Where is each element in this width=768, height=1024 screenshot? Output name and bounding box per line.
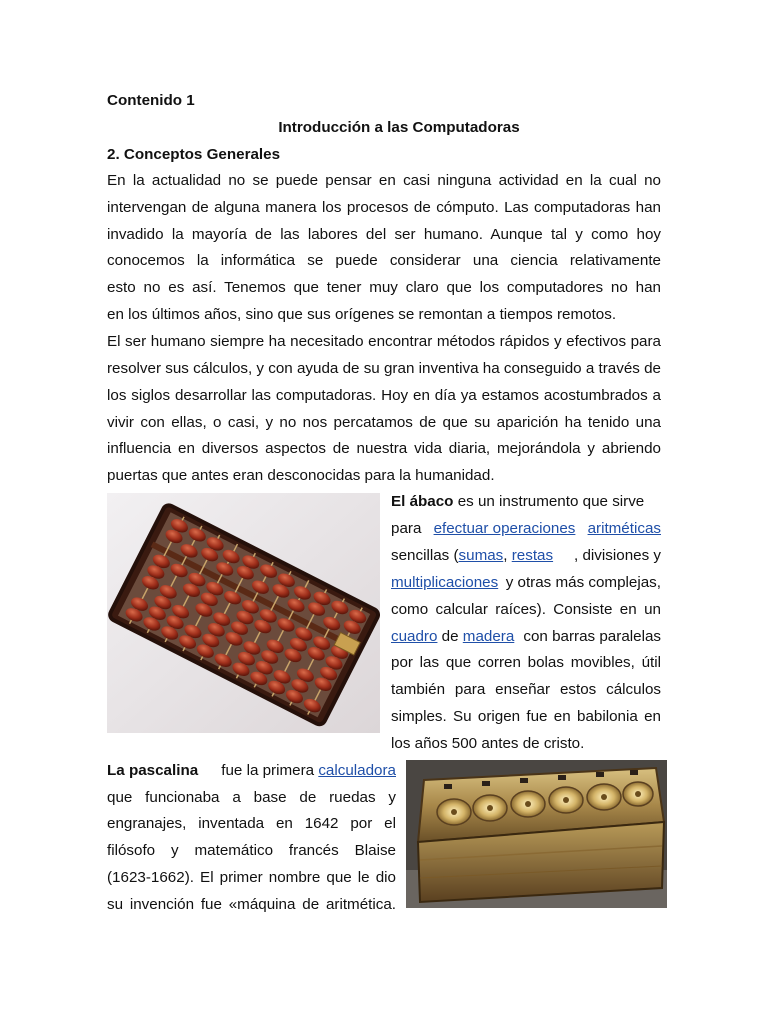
abacus-text: para bbox=[391, 520, 422, 537]
link-sumas[interactable]: sumas bbox=[458, 547, 504, 564]
pascaline-line: filósofo y matemático francés Blaise bbox=[107, 842, 396, 859]
paragraph-line: influencia en diversos aspectos de nuestra vida diaria, mejorándola y abriendo bbox=[107, 440, 661, 457]
abacus-text: con barras paralelas bbox=[523, 628, 661, 645]
pascaline-illustration bbox=[406, 760, 667, 908]
link-multiplicaciones[interactable]: multiplicaciones bbox=[391, 574, 499, 591]
abacus-illustration bbox=[107, 493, 380, 733]
abacus-line bbox=[391, 493, 661, 511]
abacus-line bbox=[391, 574, 661, 592]
abacus-text: , divisiones y bbox=[574, 547, 661, 564]
pascaline-line: (1623-1662). El primer nombre que le dio bbox=[107, 869, 396, 886]
link-restas[interactable]: restas bbox=[511, 547, 554, 564]
page-title: Introducción a las Computadoras bbox=[278, 119, 520, 136]
abacus-term: El ábaco bbox=[391, 493, 454, 510]
paragraph-line: resolver sus cálculos, y con ayuda de su gran inventiva ha conseguido a través de bbox=[107, 360, 661, 377]
abacus-text: sencillas ( bbox=[391, 547, 459, 564]
paragraph-line: conocemos la informática se puede considerar una ciencia relativamente bbox=[107, 252, 661, 269]
abacus-line bbox=[391, 628, 661, 646]
link-cuadro[interactable]: cuadro bbox=[391, 628, 438, 645]
paragraph-line: en los últimos años, sino que sus orígenes se remontan a tiempos remotos. bbox=[107, 306, 617, 323]
section-heading: 2. Conceptos Generales bbox=[107, 146, 281, 163]
link-calculadora[interactable]: calculadora bbox=[318, 762, 396, 779]
abacus-text: y otras más complejas, bbox=[505, 574, 661, 591]
abacus-line: también para enseñar estos cálculos bbox=[391, 681, 661, 698]
paragraph-line: En la actualidad no se puede pensar en casi ninguna actividad en la cual no bbox=[107, 172, 661, 189]
abacus-line: los años 500 antes de cristo. bbox=[391, 735, 585, 752]
paragraph-line: vivir con ellas, o casi, y no nos percatamos de que su aparición ha tenido una bbox=[107, 414, 661, 431]
pascaline-line: su invención fue «máquina de aritmética. bbox=[107, 896, 396, 913]
pascaline-term: La pascalina bbox=[107, 762, 199, 779]
pascaline-line bbox=[107, 762, 396, 780]
abacus-text: , bbox=[503, 547, 512, 564]
abacus-line: como calcular raíces). Consiste en un bbox=[391, 601, 661, 618]
link-efectuar-operaciones[interactable]: efectuar operaciones bbox=[433, 520, 576, 537]
pascaline-line: engranajes, inventada en 1642 por el bbox=[107, 815, 396, 832]
paragraph-line: intervengan de alguna manera los procesos de cómputo. Las computadoras han bbox=[107, 199, 661, 216]
paragraph-line: los siglos desarrollar las computadoras. Hoy en día ya estamos acostumbrados a bbox=[107, 387, 661, 404]
paragraph-line: invadido la mayoría de las labores del ser humano. Aunque tal y como hoy bbox=[107, 226, 661, 243]
pascaline-line: que funcionaba a base de ruedas y bbox=[107, 789, 396, 806]
paragraph-line: puertas que antes eran desconocidas para la humanidad. bbox=[107, 467, 495, 484]
abacus-line bbox=[391, 520, 661, 538]
section-label: Contenido 1 bbox=[107, 92, 195, 109]
abacus-line: por las que corren bolas movibles, útil bbox=[391, 654, 661, 671]
abacus-line bbox=[391, 547, 661, 565]
abacus-image bbox=[107, 493, 380, 733]
pascaline-text: fue la primera bbox=[221, 762, 319, 779]
link-aritmeticas[interactable]: aritméticas bbox=[587, 520, 661, 537]
pascaline-image bbox=[406, 760, 667, 908]
abacus-text: de bbox=[437, 628, 463, 645]
abacus-line: simples. Su origen fue en babilonia en bbox=[391, 708, 661, 725]
abacus-text: es un instrumento que sirve bbox=[453, 493, 645, 510]
paragraph-line: El ser humano siempre ha necesitado encontrar métodos rápidos y efectivos para bbox=[107, 333, 661, 350]
paragraph-line: esto no es así. Tenemos que tener muy claro que los computadores no han bbox=[107, 279, 661, 296]
link-madera[interactable]: madera bbox=[462, 628, 515, 645]
